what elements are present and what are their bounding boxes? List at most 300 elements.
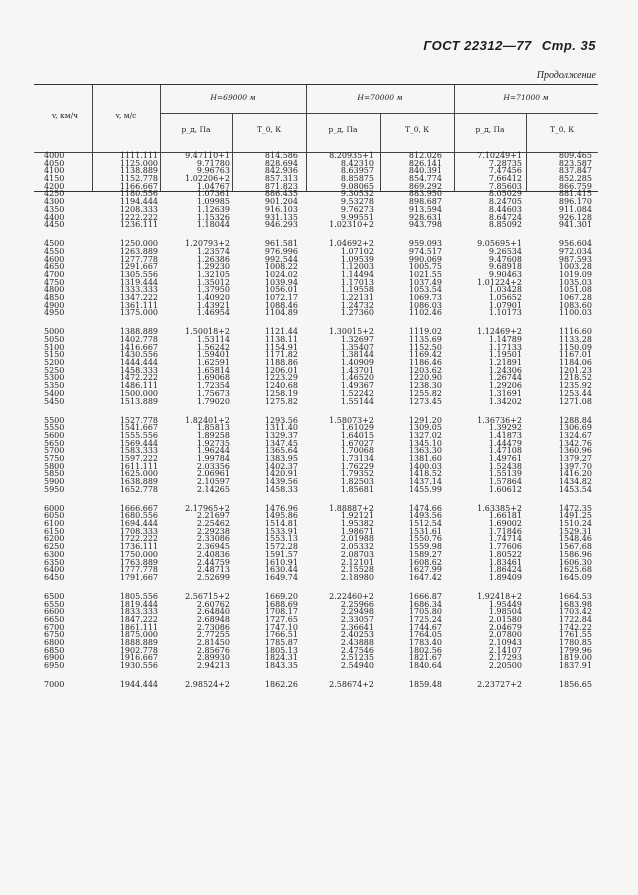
table-cell: 1.04767 bbox=[196, 181, 230, 191]
table-cell: 1819.00 bbox=[558, 653, 592, 663]
table-cell: 1944.444 bbox=[119, 680, 158, 690]
table-cell: 1222.222 bbox=[119, 212, 158, 222]
table-cell: 1309.05 bbox=[408, 423, 442, 433]
table-cell: 1708.333 bbox=[119, 526, 158, 536]
table-cell: 2.23727+2 bbox=[477, 680, 522, 690]
table-cell: 2.01988 bbox=[340, 534, 374, 544]
table-cell: 1.82401+2 bbox=[185, 415, 230, 425]
row-group bbox=[526, 152, 592, 229]
table-cell: 9.26534 bbox=[488, 246, 522, 256]
table-cell: 1686.34 bbox=[408, 599, 442, 609]
table-cell: 9.68918 bbox=[488, 262, 522, 272]
table-cell: 1024.02 bbox=[264, 269, 298, 279]
table-cell: 1255.82 bbox=[408, 388, 442, 398]
table-cell: 1.19501 bbox=[488, 350, 522, 360]
table-cell: 823.587 bbox=[558, 158, 592, 168]
table-cell: 1375.000 bbox=[119, 308, 158, 318]
table-cell: 871.823 bbox=[264, 181, 298, 191]
table-cell: 1019.09 bbox=[558, 269, 592, 279]
col-header-p: p_д, Па bbox=[475, 125, 505, 134]
table-cell: 6200 bbox=[44, 534, 65, 544]
table-cell: 1186.46 bbox=[408, 358, 442, 368]
table-cell: 1402.37 bbox=[264, 461, 298, 471]
row-group bbox=[526, 505, 592, 582]
table-cell: 1.89409 bbox=[488, 572, 522, 582]
table-cell: 1736.111 bbox=[119, 542, 158, 552]
table-cell: 1152.50 bbox=[408, 342, 442, 352]
table-cell: 1.30015+2 bbox=[329, 327, 374, 337]
table-cell: 1420.91 bbox=[264, 469, 298, 479]
table-cell: 837.847 bbox=[558, 166, 592, 176]
table-cell: 1.65814 bbox=[196, 365, 230, 375]
col-header-t: T_0, К bbox=[404, 125, 430, 134]
table-cell: 1333.333 bbox=[119, 285, 158, 295]
table-cell: 1154.91 bbox=[264, 342, 298, 352]
row-group bbox=[44, 328, 84, 405]
row-group bbox=[454, 152, 522, 229]
row-group bbox=[100, 152, 158, 229]
table-cell: 4550 bbox=[44, 246, 65, 256]
table-cell: 1722.84 bbox=[558, 614, 592, 624]
table-cell: 1.61029 bbox=[340, 423, 374, 433]
table-cell: 1152.778 bbox=[119, 174, 158, 184]
table-cell: 1.41873 bbox=[488, 430, 522, 440]
table-cell: 1875.000 bbox=[119, 630, 158, 640]
table-cell: 9.47110+1 bbox=[185, 151, 230, 160]
table-cell: 2.25966 bbox=[340, 599, 374, 609]
table-cell: 4100 bbox=[44, 166, 65, 176]
column-p-70000 bbox=[306, 152, 374, 700]
table-cell: 1150.09 bbox=[558, 342, 592, 352]
table-cell: 1.12639 bbox=[196, 204, 230, 214]
table-cell: 2.60762 bbox=[196, 599, 230, 609]
table-cell: 1610.91 bbox=[264, 557, 298, 567]
row-group bbox=[234, 593, 298, 670]
table-cell: 1930.556 bbox=[119, 661, 158, 671]
row-group bbox=[100, 417, 158, 494]
row-group bbox=[234, 240, 298, 317]
table-cell: 6400 bbox=[44, 565, 65, 575]
col-header-v-ms: v, м/с bbox=[115, 111, 137, 120]
table-cell: 1125.000 bbox=[119, 158, 158, 168]
table-cell: 1327.02 bbox=[408, 430, 442, 440]
table-cell: 1888.889 bbox=[119, 637, 158, 647]
table-cell: 1135.69 bbox=[408, 335, 442, 345]
table-cell: 992.544 bbox=[264, 254, 298, 264]
table-cell: 1.50018+2 bbox=[185, 327, 230, 337]
table-cell: 809.465 bbox=[558, 151, 592, 160]
table-cell: 1666.667 bbox=[119, 503, 158, 513]
table-cell: 1365.64 bbox=[264, 446, 298, 456]
table-cell: 1.26744 bbox=[488, 373, 522, 383]
table-cell: 1008.22 bbox=[264, 262, 298, 272]
table-cell: 2.36641 bbox=[340, 622, 374, 632]
row-group bbox=[44, 593, 84, 670]
table-cell: 1345.10 bbox=[408, 438, 442, 448]
table-cell: 1437.14 bbox=[408, 477, 442, 487]
table-cell: 946.293 bbox=[264, 220, 298, 230]
row-group bbox=[526, 417, 592, 494]
table-cell: 2.08703 bbox=[340, 549, 374, 559]
row-group bbox=[526, 328, 592, 405]
table-cell: 9.53278 bbox=[340, 197, 374, 207]
table-cell: 7.10249+1 bbox=[477, 151, 522, 160]
table-cell: 1.18044 bbox=[196, 220, 230, 230]
row-group bbox=[100, 505, 158, 582]
table-cell: 1458.33 bbox=[264, 484, 298, 494]
row-group bbox=[44, 240, 84, 317]
table-cell: 1.55139 bbox=[488, 469, 522, 479]
table-cell: 2.56715+2 bbox=[185, 591, 230, 601]
table-cell: 928.631 bbox=[408, 212, 442, 222]
row-group bbox=[160, 505, 230, 582]
table-cell: 9.96763 bbox=[196, 166, 230, 176]
table-cell: 1361.111 bbox=[119, 300, 158, 310]
page-header bbox=[417, 38, 596, 53]
table-cell: 1102.46 bbox=[408, 308, 442, 318]
table-cell: 1645.09 bbox=[558, 572, 592, 582]
table-cell: 1324.67 bbox=[558, 430, 592, 440]
table-cell: 1273.45 bbox=[408, 396, 442, 406]
table-cell: 1236.111 bbox=[119, 220, 158, 230]
table-cell: 1194.444 bbox=[119, 197, 158, 207]
table-cell: 1121.44 bbox=[264, 327, 298, 337]
table-cell: 1902.778 bbox=[119, 645, 158, 655]
table-cell: 1383.95 bbox=[264, 453, 298, 463]
table-cell: 8.85875 bbox=[340, 174, 374, 184]
table-cell: 1.53114 bbox=[196, 335, 230, 345]
table-cell: 5750 bbox=[44, 453, 65, 463]
table-cell: 898.687 bbox=[408, 197, 442, 207]
table-cell: 1.40920 bbox=[196, 292, 230, 302]
table-cell: 1500.000 bbox=[119, 388, 158, 398]
table-cell: 1277.778 bbox=[119, 254, 158, 264]
row-group bbox=[100, 593, 158, 670]
table-cell: 1847.222 bbox=[119, 614, 158, 624]
table-cell: 6650 bbox=[44, 614, 65, 624]
table-cell: 5200 bbox=[44, 358, 65, 368]
table-cell: 1799.96 bbox=[558, 645, 592, 655]
table-cell: 1.59401 bbox=[196, 350, 230, 360]
column-t-69000 bbox=[234, 152, 298, 700]
table-cell: 4750 bbox=[44, 277, 65, 287]
table-cell: 1514.81 bbox=[264, 519, 298, 529]
table-cell: 1291.20 bbox=[408, 415, 442, 425]
table-cell: 1694.444 bbox=[119, 519, 158, 529]
table-cell: 1.83461 bbox=[488, 557, 522, 567]
table-cell: 5700 bbox=[44, 446, 65, 456]
table-cell: 1476.96 bbox=[264, 503, 298, 513]
table-cell: 961.581 bbox=[264, 239, 298, 249]
table-cell: 1.31691 bbox=[488, 388, 522, 398]
table-cell: 4050 bbox=[44, 158, 65, 168]
table-cell: 1.19558 bbox=[340, 285, 374, 295]
table-cell: 2.03356 bbox=[196, 461, 230, 471]
table-cell: 1747.10 bbox=[264, 622, 298, 632]
table-cell: 1744.67 bbox=[408, 622, 442, 632]
table-cell: 901.204 bbox=[264, 197, 298, 207]
table-cell: 1083.60 bbox=[558, 300, 592, 310]
table-cell: 1.80522 bbox=[488, 549, 522, 559]
table-cell: 1.02206+2 bbox=[185, 174, 230, 184]
table-cell: 6300 bbox=[44, 549, 65, 559]
table-cell: 1805.556 bbox=[119, 591, 158, 601]
table-cell: 1763.889 bbox=[119, 557, 158, 567]
table-cell: 9.71780 bbox=[196, 158, 230, 168]
table-cell: 1347.222 bbox=[119, 292, 158, 302]
table-cell: 1.88887+2 bbox=[329, 503, 374, 513]
table-cell: 5550 bbox=[44, 423, 65, 433]
table-cell: 2.20500 bbox=[488, 661, 522, 671]
table-cell: 1253.44 bbox=[558, 388, 592, 398]
table-cell: 1750.000 bbox=[119, 549, 158, 559]
row-group bbox=[160, 681, 230, 689]
table-cell: 1553.13 bbox=[264, 534, 298, 544]
row-group bbox=[306, 328, 374, 405]
row-group bbox=[160, 240, 230, 317]
row-group bbox=[454, 593, 522, 670]
table-cell: 1510.24 bbox=[558, 519, 592, 529]
table-cell: 1240.68 bbox=[264, 381, 298, 391]
table-cell: 1171.82 bbox=[264, 350, 298, 360]
table-cell: 1347.45 bbox=[264, 438, 298, 448]
table-cell: 5450 bbox=[44, 396, 65, 406]
table-cell: 6700 bbox=[44, 622, 65, 632]
table-cell: 1512.54 bbox=[408, 519, 442, 529]
table-cell: 1.26386 bbox=[196, 254, 230, 264]
table-cell: 1306.69 bbox=[558, 423, 592, 433]
standard-number: ГОСТ 22312—77 bbox=[423, 38, 532, 53]
table-cell: 1305.556 bbox=[119, 269, 158, 279]
row-group bbox=[378, 328, 442, 405]
table-cell: 2.14265 bbox=[196, 484, 230, 494]
table-cell: 1780.85 bbox=[558, 637, 592, 647]
table-cell: 1856.65 bbox=[558, 680, 592, 690]
table-cell: 1491.25 bbox=[558, 511, 592, 521]
row-group bbox=[378, 681, 442, 689]
table-cell: 1555.556 bbox=[119, 430, 158, 440]
table-cell: 1119.02 bbox=[408, 327, 442, 337]
table-cell: 1688.69 bbox=[264, 599, 298, 609]
table-cell: 1.96244 bbox=[196, 446, 230, 456]
table-cell: 1208.333 bbox=[119, 204, 158, 214]
col-header-h71000: H=71000 м bbox=[503, 93, 549, 102]
table-cell: 1.92735 bbox=[196, 438, 230, 448]
row-group bbox=[454, 681, 522, 689]
table-cell: 1.99784 bbox=[196, 453, 230, 463]
table-cell: 1627.99 bbox=[408, 565, 442, 575]
table-cell: 1072.17 bbox=[264, 292, 298, 302]
table-cell: 1.17013 bbox=[340, 277, 374, 287]
row-group bbox=[306, 152, 374, 229]
table-cell: 5100 bbox=[44, 342, 65, 352]
table-cell: 1.95449 bbox=[488, 599, 522, 609]
table-cell: 959.093 bbox=[408, 239, 442, 249]
table-cell: 2.94213 bbox=[196, 661, 230, 671]
table-cell: 1705.80 bbox=[408, 607, 442, 617]
table-cell: 1722.222 bbox=[119, 534, 158, 544]
table-cell: 1293.56 bbox=[264, 415, 298, 425]
table-cell: 1.17133 bbox=[488, 342, 522, 352]
table-cell: 1.92418+2 bbox=[477, 591, 522, 601]
table-cell: 1474.66 bbox=[408, 503, 442, 513]
table-cell: 2.10597 bbox=[196, 477, 230, 487]
table-cell: 1819.444 bbox=[119, 599, 158, 609]
table-cell: 6150 bbox=[44, 526, 65, 536]
table-cell: 9.47608 bbox=[488, 254, 522, 264]
table-cell: 1527.778 bbox=[119, 415, 158, 425]
table-cell: 1275.82 bbox=[264, 396, 298, 406]
row-group bbox=[234, 152, 298, 229]
table-cell: 2.51235 bbox=[340, 653, 374, 663]
table-cell: 9.30532 bbox=[340, 189, 374, 199]
table-cell: 1169.42 bbox=[408, 350, 442, 360]
table-cell: 8.44603 bbox=[488, 204, 522, 214]
table-cell: 2.44759 bbox=[196, 557, 230, 567]
table-cell: 1223.29 bbox=[264, 373, 298, 383]
table-cell: 1.69002 bbox=[488, 519, 522, 529]
row-group bbox=[234, 417, 298, 494]
table-cell: 1472.35 bbox=[558, 503, 592, 513]
table-cell: 2.40253 bbox=[340, 630, 374, 640]
column-t-71000 bbox=[526, 152, 592, 700]
table-cell: 1.23574 bbox=[196, 246, 230, 256]
table-cell: 1220.90 bbox=[408, 373, 442, 383]
table-cell: 8.63957 bbox=[340, 166, 374, 176]
table-cell: 1824.31 bbox=[264, 653, 298, 663]
table-cell: 1.27360 bbox=[340, 308, 374, 318]
table-cell: 5400 bbox=[44, 388, 65, 398]
table-cell: 896.170 bbox=[558, 197, 592, 207]
table-cell: 1727.65 bbox=[264, 614, 298, 624]
table-cell: 854.774 bbox=[408, 174, 442, 184]
table-cell: 1003.28 bbox=[558, 262, 592, 272]
table-cell: 1608.62 bbox=[408, 557, 442, 567]
table-cell: 1116.60 bbox=[558, 327, 592, 337]
table-cell: 4600 bbox=[44, 254, 65, 264]
table-cell: 5050 bbox=[44, 335, 65, 345]
row-group bbox=[378, 417, 442, 494]
table-cell: 1840.64 bbox=[408, 661, 442, 671]
table-cell: 1.63385+2 bbox=[477, 503, 522, 513]
table-cell: 1416.20 bbox=[558, 469, 592, 479]
table-cell: 1037.49 bbox=[408, 277, 442, 287]
table-cell: 1291.667 bbox=[119, 262, 158, 272]
table-cell: 1572.28 bbox=[264, 542, 298, 552]
table-cell: 6050 bbox=[44, 511, 65, 521]
table-cell: 2.04679 bbox=[488, 622, 522, 632]
table-cell: 943.798 bbox=[408, 220, 442, 230]
table-cell: 1.09985 bbox=[196, 197, 230, 207]
table-cell: 972.034 bbox=[558, 246, 592, 256]
page-number: Стр. 35 bbox=[541, 38, 596, 53]
table-cell: 1206.01 bbox=[264, 365, 298, 375]
table-cell: 6500 bbox=[44, 591, 65, 601]
table-cell: 6350 bbox=[44, 557, 65, 567]
table-cell: 1777.778 bbox=[119, 565, 158, 575]
table-cell: 1.74714 bbox=[488, 534, 522, 544]
table-cell: 1638.889 bbox=[119, 477, 158, 487]
table-cell: 1.66181 bbox=[488, 511, 522, 521]
table-cell: 1625.000 bbox=[119, 469, 158, 479]
table-cell: 1.36736+2 bbox=[477, 415, 522, 425]
table-cell: 881.415 bbox=[558, 189, 592, 199]
table-cell: 1.64015 bbox=[340, 430, 374, 440]
table-cell: 1166.667 bbox=[119, 181, 158, 191]
row-group bbox=[454, 417, 522, 494]
table-cell: 7.47456 bbox=[488, 166, 522, 176]
row-group bbox=[454, 240, 522, 317]
table-cell: 1493.56 bbox=[408, 511, 442, 521]
table-cell: 4450 bbox=[44, 220, 65, 230]
table-cell: 1.49367 bbox=[340, 381, 374, 391]
table-cell: 1.14494 bbox=[340, 269, 374, 279]
table-cell: 1360.96 bbox=[558, 446, 592, 456]
table-cell: 1416.667 bbox=[119, 342, 158, 352]
row-group bbox=[378, 152, 442, 229]
table-cell: 7.85603 bbox=[488, 181, 522, 191]
table-cell: 4000 bbox=[44, 151, 65, 160]
table-cell: 1188.86 bbox=[264, 358, 298, 368]
table-cell: 2.18980 bbox=[340, 572, 374, 582]
row-group bbox=[306, 417, 374, 494]
table-cell: 2.89930 bbox=[196, 653, 230, 663]
table-cell: 2.33057 bbox=[340, 614, 374, 624]
row-group bbox=[44, 417, 84, 494]
table-cell: 4700 bbox=[44, 269, 65, 279]
table-cell: 1.44479 bbox=[488, 438, 522, 448]
table-cell: 1.22131 bbox=[340, 292, 374, 302]
table-cell: 886.435 bbox=[264, 189, 298, 199]
table-cell: 2.47546 bbox=[340, 645, 374, 655]
table-cell: 1861.111 bbox=[119, 622, 158, 632]
table-cell: 1035.03 bbox=[558, 277, 592, 287]
table-cell: 1647.42 bbox=[408, 572, 442, 582]
table-cell: 1916.667 bbox=[119, 653, 158, 663]
table-cell: 6900 bbox=[44, 653, 65, 663]
table-cell: 1559.98 bbox=[408, 542, 442, 552]
table-cell: 2.58674+2 bbox=[329, 680, 374, 690]
table-cell: 1.71846 bbox=[488, 526, 522, 536]
table-cell: 7000 bbox=[44, 680, 65, 690]
table-cell: 1203.62 bbox=[408, 365, 442, 375]
table-cell: 1.49761 bbox=[488, 453, 522, 463]
table-cell: 1529.31 bbox=[558, 526, 592, 536]
column-p-71000 bbox=[454, 152, 522, 700]
table-cell: 2.40836 bbox=[196, 549, 230, 559]
table-cell: 1611.111 bbox=[119, 461, 158, 471]
table-cell: 4400 bbox=[44, 212, 65, 222]
table-cell: 1.32697 bbox=[340, 335, 374, 345]
table-cell: 1.52438 bbox=[488, 461, 522, 471]
table-cell: 1586.96 bbox=[558, 549, 592, 559]
table-cell: 1.67027 bbox=[340, 438, 374, 448]
table-cell: 1583.333 bbox=[119, 446, 158, 456]
table-cell: 1550.76 bbox=[408, 534, 442, 544]
table-cell: 1859.48 bbox=[408, 680, 442, 690]
table-cell: 2.48713 bbox=[196, 565, 230, 575]
table-cell: 1764.05 bbox=[408, 630, 442, 640]
table-cell: 4350 bbox=[44, 204, 65, 214]
table-cell: 1053.54 bbox=[408, 285, 442, 295]
table-cell: 4250 bbox=[44, 189, 65, 199]
table-cell: 2.15528 bbox=[340, 565, 374, 575]
table-cell: 1.82503 bbox=[340, 477, 374, 487]
table-cell: 1862.26 bbox=[264, 680, 298, 690]
table-cell: 4500 bbox=[44, 239, 65, 249]
row-group bbox=[454, 328, 522, 405]
table-cell: 1606.30 bbox=[558, 557, 592, 567]
